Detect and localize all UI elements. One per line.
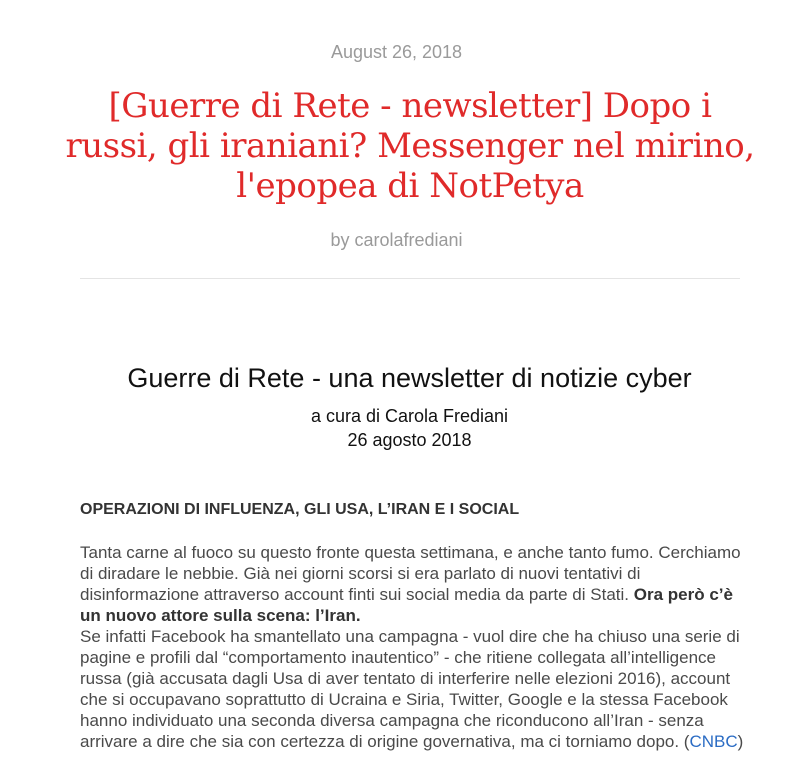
body-intro: Tanta carne al fuoco su questo fronte questa settimana, e anche tanto fumo. Cerchiamo di diradare le nebbie. Già nei giorni scorsi si era parlato di nuovi tentativi di disinformazione attraverso account finti sui social media da parte di Stati. [80, 543, 741, 604]
newsletter-date: 26 agosto 2018 [347, 430, 472, 450]
body-highlight: Ora però c’è un nuovo attore sulla scena: l’Iran. [80, 585, 733, 625]
post-date: August 26, 2018 [330, 42, 463, 62]
section-heading: OPERAZIONI DI INFLUENZA, GLI USA, L’IRAN E I SOCIAL [80, 501, 520, 518]
post-byline: by carolafrediani [330, 230, 463, 250]
newsletter-curator: a cura di Carola Frediani [310, 406, 509, 426]
newsletter-heading: Guerre di Rete - una newsletter di notizie cyber [127, 363, 692, 393]
post-title: [Guerre di Rete - newsletter] Dopo i russi, gli iraniani? Messenger nel mirino, l'epopea di NotPetya [65, 86, 755, 206]
section-body [80, 542, 744, 752]
body-main: Se infatti Facebook ha smantellato una campagna - vuol dire che ha chiuso una serie di pagine e profili dal “comportamento inautentico” - che ritiene collegata all’intelligence russa (già accusata dagli Usa di aver tentato di interferire nelle elezioni 2016), account che si occupavano soprattutto di Ucraina e Siria, Twitter, Google e la stessa Facebook hanno individuato una seconda diversa campagna che riconducono all’Iran - senza arrivare a dire che sia con certezza di origine governativa, ma ci torniamo dopo. ( [80, 627, 740, 751]
cnbc-link[interactable]: CNBC [689, 732, 738, 751]
body-end: ) [737, 732, 744, 751]
header-divider [80, 278, 740, 279]
newsletter-subheading [0, 404, 793, 452]
